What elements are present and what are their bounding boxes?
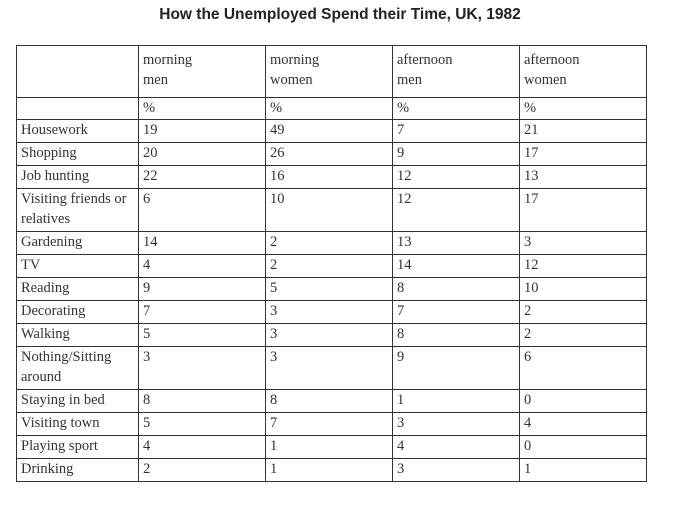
table-row: [17, 232, 647, 255]
value-cell: 9: [393, 347, 520, 390]
value-cell: 4: [520, 413, 647, 436]
unit-cell: %: [520, 98, 647, 120]
row-label: Housework: [17, 120, 139, 143]
table-row: [17, 390, 647, 413]
table-row: [17, 255, 647, 278]
column-header: [393, 46, 520, 98]
column-header-line: morning: [270, 52, 320, 68]
column-header-line: women: [524, 72, 567, 88]
value-cell: 2: [520, 324, 647, 347]
value-cell: 3: [266, 324, 393, 347]
value-cell: 3: [139, 347, 266, 390]
value-cell: 17: [520, 143, 647, 166]
row-label: TV: [17, 255, 139, 278]
value-cell: 5: [139, 324, 266, 347]
row-label: Walking: [17, 324, 139, 347]
column-header-line: women: [270, 72, 313, 88]
header-row: [17, 46, 647, 98]
row-label: Gardening: [17, 232, 139, 255]
value-cell: 19: [139, 120, 266, 143]
value-cell: 7: [393, 120, 520, 143]
value-cell: 2: [520, 301, 647, 324]
row-label: Decorating: [17, 301, 139, 324]
table-row: [17, 413, 647, 436]
value-cell: 12: [393, 189, 520, 232]
table-row: [17, 120, 647, 143]
value-cell: 49: [266, 120, 393, 143]
unit-cell: %: [393, 98, 520, 120]
unit-row: [17, 98, 647, 120]
value-cell: 3: [393, 459, 520, 482]
column-header: [520, 46, 647, 98]
value-cell: 1: [266, 436, 393, 459]
row-label: Playing sport: [17, 436, 139, 459]
table-row: [17, 166, 647, 189]
value-cell: 2: [266, 255, 393, 278]
table-row: [17, 347, 647, 390]
value-cell: 22: [139, 166, 266, 189]
value-cell: 7: [266, 413, 393, 436]
value-cell: 3: [393, 413, 520, 436]
value-cell: 9: [393, 143, 520, 166]
chart-title: How the Unemployed Spend their Time, UK, 1982: [159, 6, 521, 23]
table-row: [17, 459, 647, 482]
value-cell: 12: [393, 166, 520, 189]
value-cell: 3: [520, 232, 647, 255]
value-cell: 14: [139, 232, 266, 255]
value-cell: 2: [266, 232, 393, 255]
value-cell: 9: [139, 278, 266, 301]
column-header-line: men: [143, 72, 168, 88]
row-label: Reading: [17, 278, 139, 301]
row-label: Job hunting: [17, 166, 139, 189]
row-label: Nothing/Sitting around: [17, 347, 139, 390]
value-cell: 10: [266, 189, 393, 232]
value-cell: 26: [266, 143, 393, 166]
value-cell: 10: [520, 278, 647, 301]
unit-cell: %: [139, 98, 266, 120]
table-row: [17, 324, 647, 347]
column-header-line: afternoon: [524, 52, 580, 68]
value-cell: 8: [393, 278, 520, 301]
value-cell: 4: [393, 436, 520, 459]
row-label: Visiting town: [17, 413, 139, 436]
unit-corner-cell: [17, 98, 139, 120]
value-cell: 4: [139, 255, 266, 278]
column-header-line: morning: [143, 52, 193, 68]
value-cell: 7: [139, 301, 266, 324]
column-header: [266, 46, 393, 98]
value-cell: 14: [393, 255, 520, 278]
column-header: [139, 46, 266, 98]
value-cell: 8: [139, 390, 266, 413]
table-row: [17, 301, 647, 324]
value-cell: 6: [139, 189, 266, 232]
value-cell: 1: [520, 459, 647, 482]
value-cell: 6: [520, 347, 647, 390]
table-row: [17, 143, 647, 166]
value-cell: 13: [393, 232, 520, 255]
value-cell: 3: [266, 301, 393, 324]
table-row: [17, 189, 647, 232]
value-cell: 20: [139, 143, 266, 166]
value-cell: 21: [520, 120, 647, 143]
column-header-line: afternoon: [397, 52, 453, 68]
value-cell: 2: [139, 459, 266, 482]
value-cell: 12: [520, 255, 647, 278]
value-cell: 0: [520, 436, 647, 459]
value-cell: 5: [139, 413, 266, 436]
value-cell: 8: [266, 390, 393, 413]
row-label: Staying in bed: [17, 390, 139, 413]
row-label: Shopping: [17, 143, 139, 166]
unit-cell: %: [266, 98, 393, 120]
table-row: [17, 278, 647, 301]
row-label: Drinking: [17, 459, 139, 482]
data-table: [16, 45, 647, 482]
value-cell: 1: [393, 390, 520, 413]
value-cell: 1: [266, 459, 393, 482]
corner-cell: [17, 46, 139, 98]
value-cell: 8: [393, 324, 520, 347]
table-row: [17, 436, 647, 459]
row-label: Visiting friends or relatives: [17, 189, 139, 232]
value-cell: 5: [266, 278, 393, 301]
value-cell: 16: [266, 166, 393, 189]
value-cell: 3: [266, 347, 393, 390]
value-cell: 17: [520, 189, 647, 232]
value-cell: 4: [139, 436, 266, 459]
value-cell: 0: [520, 390, 647, 413]
value-cell: 7: [393, 301, 520, 324]
value-cell: 13: [520, 166, 647, 189]
column-header-line: men: [397, 72, 422, 88]
